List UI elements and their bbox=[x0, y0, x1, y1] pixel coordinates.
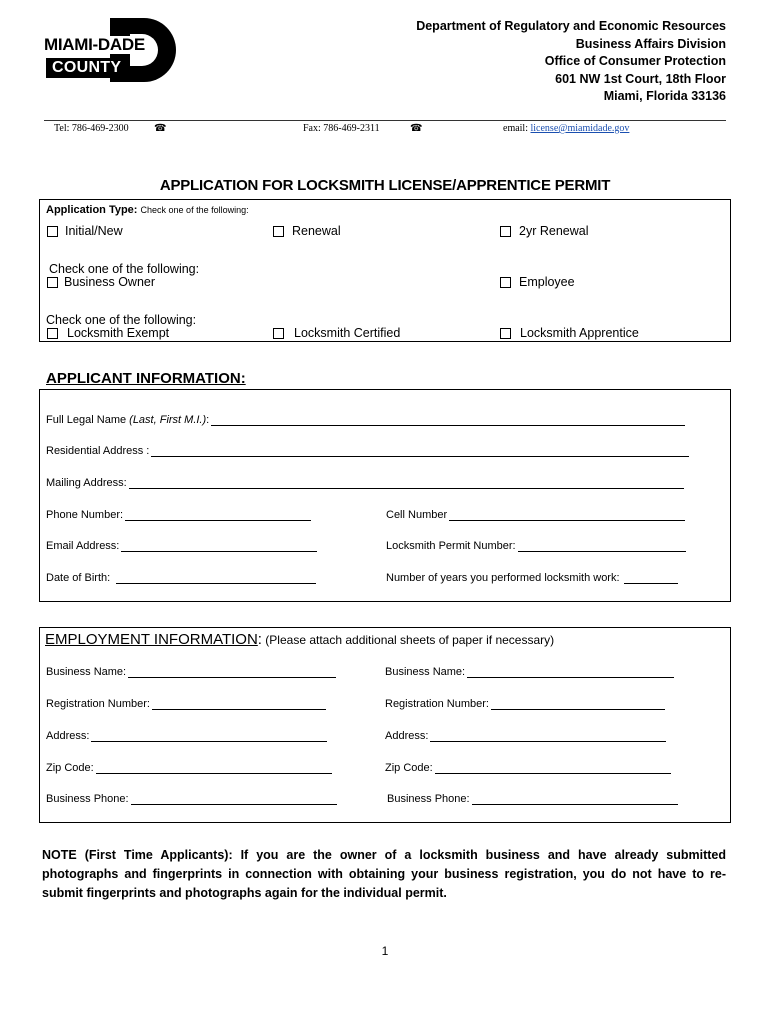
county-logo bbox=[44, 18, 176, 82]
business-phone-input-2[interactable] bbox=[472, 793, 678, 805]
residential-address-field bbox=[46, 445, 689, 457]
logo-line2: COUNTY bbox=[46, 58, 127, 78]
dept-line-5: Miami, Florida 33136 bbox=[603, 89, 726, 104]
header-rule bbox=[44, 120, 726, 121]
employment-heading-note: (Please attach additional sheets of paper if necessary) bbox=[261, 633, 555, 647]
checkbox-locksmith-certified[interactable] bbox=[273, 328, 284, 339]
business-phone-field-2 bbox=[387, 793, 678, 805]
logo-line1: MIAMI-DADE bbox=[44, 36, 149, 54]
label-initial-new: Initial/New bbox=[65, 224, 123, 238]
cell-number-label: Cell Number bbox=[386, 509, 448, 521]
email-link[interactable]: license@miamidade.gov bbox=[530, 123, 630, 134]
tel-text: Tel: 786-469-2300 bbox=[54, 123, 129, 134]
registration-label-1: Registration Number: bbox=[46, 698, 150, 710]
registration-field-2 bbox=[385, 698, 665, 710]
label-locksmith-certified: Locksmith Certified bbox=[294, 326, 401, 340]
phone-number-label: Phone Number: bbox=[46, 509, 124, 521]
label-employee: Employee bbox=[519, 275, 575, 289]
dept-line-4: 601 NW 1st Court, 18th Floor bbox=[555, 71, 726, 86]
label-2yr-renewal: 2yr Renewal bbox=[519, 224, 589, 238]
zip-code-field-2 bbox=[385, 762, 671, 774]
residential-address-input[interactable] bbox=[151, 445, 689, 457]
permit-number-label: Locksmith Permit Number: bbox=[386, 540, 516, 552]
years-worked-field bbox=[386, 572, 678, 584]
checkbox-renewal[interactable] bbox=[273, 226, 284, 237]
dept-line-1: Department of Regulatory and Economic Resources bbox=[416, 19, 726, 33]
years-worked-label: Number of years you performed locksmith work: bbox=[386, 572, 620, 584]
business-name-label-2: Business Name: bbox=[385, 666, 466, 678]
cell-number-input[interactable] bbox=[449, 509, 685, 521]
application-type-title: Application Type: bbox=[46, 204, 138, 216]
owner-type-hint: Check one of the following: bbox=[49, 262, 200, 276]
label-renewal: Renewal bbox=[292, 224, 341, 238]
first-time-applicant-note: NOTE (First Time Applicants): If you are the owner of a locksmith business and have already submitted photographs and fingerprints in connection with obtaining your business registration, you do not have to re-submit fingerprints and photographs again for the individual permit. bbox=[42, 848, 726, 900]
address-field-2 bbox=[385, 730, 666, 742]
permit-number-field bbox=[386, 540, 686, 552]
cell-number-field bbox=[386, 509, 685, 521]
address-input-1[interactable] bbox=[91, 730, 327, 742]
checkbox-employee[interactable] bbox=[500, 277, 511, 288]
date-of-birth-input[interactable] bbox=[116, 572, 316, 584]
residential-address-label: Residential Address : bbox=[46, 445, 150, 457]
employment-heading-title: EMPLOYMENT INFORMATION bbox=[45, 631, 258, 648]
checkbox-locksmith-exempt[interactable] bbox=[47, 328, 58, 339]
address-label-1: Address: bbox=[46, 730, 90, 742]
zip-code-label-1: Zip Code: bbox=[46, 762, 94, 774]
permit-number-input[interactable] bbox=[518, 540, 686, 552]
date-of-birth-label: Date of Birth: bbox=[46, 572, 111, 584]
dept-line-2: Business Affairs Division bbox=[575, 36, 726, 51]
email-address-input[interactable] bbox=[121, 540, 317, 552]
registration-field-1 bbox=[46, 698, 326, 710]
registration-label-2: Registration Number: bbox=[385, 698, 489, 710]
phone-number-field bbox=[46, 509, 311, 521]
checkbox-locksmith-apprentice[interactable] bbox=[500, 328, 511, 339]
form-title: APPLICATION FOR LOCKSMITH LICENSE/APPRENTICE PERMIT bbox=[159, 177, 611, 194]
employment-box bbox=[39, 627, 731, 823]
checkbox-2yr-renewal[interactable] bbox=[500, 226, 511, 237]
business-name-input-1[interactable] bbox=[128, 666, 336, 678]
checkbox-initial-new[interactable] bbox=[47, 226, 58, 237]
page-number: 1 bbox=[381, 944, 389, 958]
business-phone-field-1 bbox=[46, 793, 337, 805]
checkbox-business-owner[interactable] bbox=[47, 277, 58, 288]
address-label-2: Address: bbox=[385, 730, 429, 742]
applicant-box bbox=[39, 389, 731, 602]
dept-line-3: Office of Consumer Protection bbox=[544, 54, 726, 69]
address-field-1 bbox=[46, 730, 327, 742]
application-type-box bbox=[39, 199, 731, 342]
zip-code-input-1[interactable] bbox=[96, 762, 332, 774]
full-name-field bbox=[46, 414, 685, 426]
date-of-birth-field bbox=[46, 572, 316, 584]
zip-code-label-2: Zip Code: bbox=[385, 762, 433, 774]
email-contact bbox=[503, 123, 629, 134]
fax-icon: ☎ bbox=[410, 123, 423, 134]
phone-number-input[interactable] bbox=[125, 509, 311, 521]
mailing-address-input[interactable] bbox=[129, 477, 684, 489]
registration-input-1[interactable] bbox=[152, 698, 326, 710]
label-business-owner: Business Owner bbox=[64, 275, 156, 289]
applicant-heading: APPLICANT INFORMATION: bbox=[46, 370, 246, 387]
business-phone-label-2: Business Phone: bbox=[387, 793, 470, 805]
zip-code-field-1 bbox=[46, 762, 332, 774]
full-name-input[interactable] bbox=[211, 414, 685, 426]
email-address-field bbox=[46, 540, 317, 552]
license-type-hint: Check one of the following: bbox=[46, 313, 197, 327]
mailing-address-label: Mailing Address: bbox=[46, 477, 127, 489]
business-name-input-2[interactable] bbox=[467, 666, 674, 678]
label-locksmith-exempt: Locksmith Exempt bbox=[67, 326, 170, 340]
years-worked-input[interactable] bbox=[624, 572, 678, 584]
email-label: email: bbox=[503, 123, 528, 134]
application-type-label bbox=[46, 204, 249, 216]
address-input-2[interactable] bbox=[430, 730, 666, 742]
application-type-hint: Check one of the following: bbox=[140, 205, 249, 215]
business-name-label-1: Business Name: bbox=[46, 666, 127, 678]
employment-heading: EMPLOYMENT INFORMATION: (Please attach additional sheets of paper if necessary) bbox=[45, 631, 555, 648]
email-address-label: Email Address: bbox=[46, 540, 120, 552]
phone-icon: ☎ bbox=[154, 123, 167, 134]
department-address bbox=[416, 18, 726, 106]
business-phone-input-1[interactable] bbox=[131, 793, 337, 805]
label-locksmith-apprentice: Locksmith Apprentice bbox=[520, 326, 639, 340]
registration-input-2[interactable] bbox=[491, 698, 665, 710]
business-name-field-2 bbox=[385, 666, 674, 678]
mailing-address-field bbox=[46, 477, 684, 489]
full-name-label: Full Legal Name (Last, First M.I.): bbox=[46, 414, 210, 426]
business-name-field-1 bbox=[46, 666, 336, 678]
zip-code-input-2[interactable] bbox=[435, 762, 671, 774]
fax-text: Fax: 786-469-2311 bbox=[303, 123, 380, 134]
business-phone-label-1: Business Phone: bbox=[46, 793, 129, 805]
